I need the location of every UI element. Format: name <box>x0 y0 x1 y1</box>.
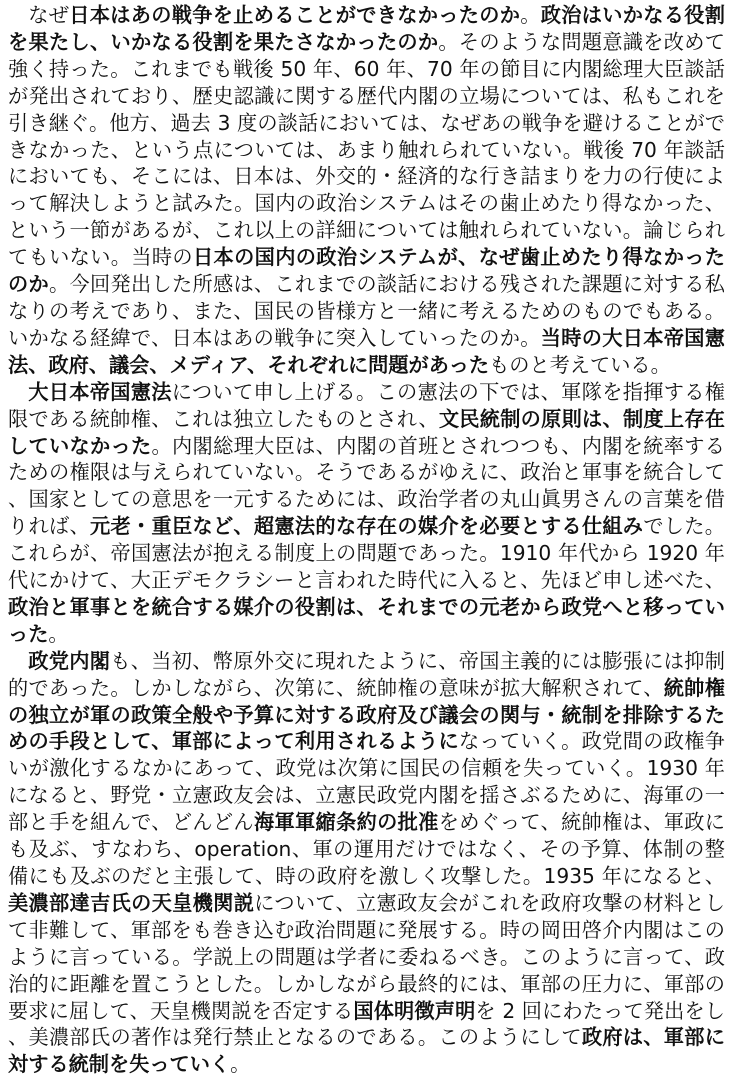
body-text: 。そのような問題意識を改めて強く持った。これまでも戦後 50 年、60 年、70 年の節目に内閣総理大臣談話が発出されており、歴史認識に関する歴代内閣の立場については、私もこれを引き継ぐ。他方、過去 3 度の談話においては、なぜあの戦争を避けることができなかった、という点については、あまり触れられていない。戦後 70 年談話においても、そこには、日本は、外交的・経済的な行き詰まりを力の行使によって解決しようと試みた。国内の政治システムはその歯止めたり得なかった、という一節があるが、これ以上の詳細については触れられていない。論じられてもいない。当時の <box>8 29 725 270</box>
body-text: を 2 回にわたって発出をし、美濃部氏の著作は発行禁止となるのである。このようにして <box>8 998 725 1050</box>
body-text: なぜ <box>28 3 70 27</box>
emphasized-text: 政府は、軍部に対する統制を失っていく <box>8 1025 725 1077</box>
emphasized-text: 政党内閣 <box>28 648 111 673</box>
emphasized-text: 大日本帝国憲法 <box>28 379 172 404</box>
body-text: なっていく。政党間の政権争いが激化するなかにあって、政党は次第に国民の信頼を失っていく。1930 年になると、野党・立憲政友会は、立憲民政党内閣を揺さぶるために、海軍の一部と手を組んで、どんどん <box>8 729 725 835</box>
body-text: 。今回発出した所感は、これまでの談話における残された課題に対する私なりの考えであり、また、国民の皆様方と一緒に考えるためのものでもある。いかなる経緯で、日本はあの戦争に突入していったのか。 <box>8 272 725 350</box>
emphasized-text: 文民統制の原則は、制度上存在していなかった <box>8 406 725 458</box>
paragraph-3 <box>8 648 725 1078</box>
emphasized-text: 国体明徴声明 <box>353 998 476 1023</box>
body-text: ものと考えている。 <box>489 352 671 377</box>
emphasized-text: 美濃部達吉氏の天皇機関説 <box>8 890 255 915</box>
body-text: について、立憲政友会がこれを政府攻撃の材料として非難して、軍部をも巻き込む政治問題に発展する。時の岡田啓介内閣はこのように言っている。学説上の問題は学者に委ねるべき。このように言って、政治的に距離を置こうとした。しかしながら最終的には、軍部の圧力に、軍部の要求に屈して、天皇機関説を否定する <box>8 890 725 1023</box>
body-text: も、当初、幣原外交に現れたように、帝国主義的には膨張には抑制的であった。しかしながら、次第に、統帥権の意味が拡大解釈されて、 <box>8 648 725 700</box>
body-text: 。 <box>230 1052 251 1077</box>
body-text: 。内閣総理大臣は、内閣の首班とされつつも、内閣を統率するための権限は与えられていない。そうであるがゆえに、政治と軍事を統合して、国家としての意思を一元するためには、政治学者の丸山眞男さんの言葉を借りれば、 <box>8 433 725 539</box>
body-text: 。 <box>48 621 69 646</box>
paragraph-2 <box>8 379 725 648</box>
emphasized-text: 政治と軍事とを統合する媒介の役割は、それまでの元老から政党へと移っていった <box>8 594 725 646</box>
emphasized-text: 当時の大日本帝国憲法、政府、議会、メディア、それぞれに問題があった <box>8 325 725 377</box>
body-text: をめぐって、統帥権は、軍政にも及ぶ、すなわち、operation、軍の運用だけではなく、その予算、体制の整備にも及ぶのだと主張して、時の政府を激しく攻撃した。1935 年になると、 <box>8 810 725 888</box>
paragraph-1 <box>8 2 725 379</box>
emphasized-text: 元老・重臣など、超憲法的な存在の媒介を必要とする仕組み <box>89 514 644 539</box>
emphasized-text: 海軍軍縮条約の批准 <box>253 810 439 835</box>
emphasized-text: 日本の国内の政治システムが、なぜ歯止めたり得なかったのか <box>8 245 725 297</box>
body-text: について申し上げる。この憲法の下では、軍隊を指揮する権限である統帥権、これは独立したものとされ、 <box>8 379 725 431</box>
emphasized-text: 統帥権の独立が軍の政策全般や予算に対する政府及び議会の関与・統制を排除するための手段として、軍部によって利用されるように <box>8 675 725 754</box>
body-text: でした。これらが、帝国憲法が抱える制度上の問題であった。1910 年代から 1920 年代にかけて、大正デモクラシーと言われた時代に入ると、先ほど申し述べた、 <box>8 514 725 593</box>
emphasized-text: 日本はあの戦争を止めることができなかったのか <box>69 3 521 27</box>
emphasized-text: 政治はいかなる役割を果たし、いかなる役割を果たさなかったのか <box>8 3 725 54</box>
body-text: 。 <box>520 3 541 27</box>
